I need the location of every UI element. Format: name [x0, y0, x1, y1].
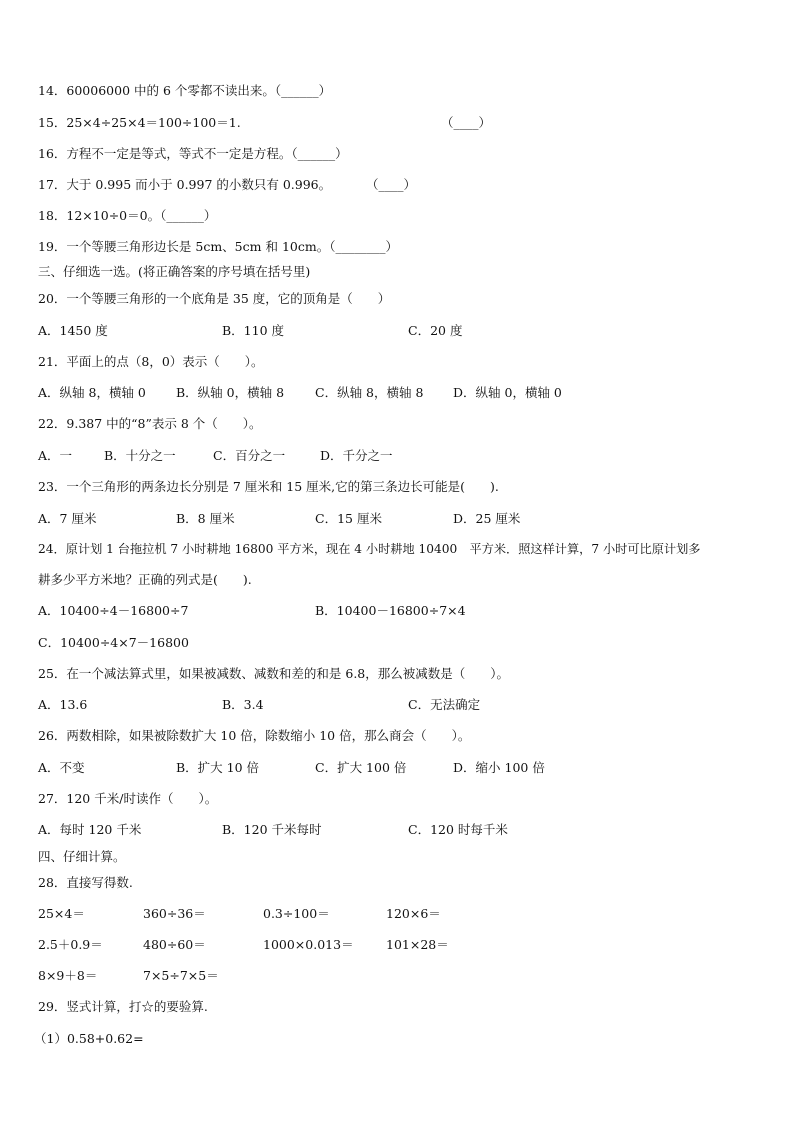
- question-23-option-d: D．25 厘米: [453, 511, 521, 526]
- calc-item: 120×6＝: [386, 906, 441, 921]
- question-28: 28．直接写得数.: [38, 875, 133, 890]
- question-29: 29．竖式计算，打☆的要验算.: [38, 999, 208, 1014]
- question-24-option-b: B．10400－16800÷7×4: [315, 603, 466, 618]
- calc-item: 25×4＝: [38, 906, 85, 921]
- calc-item: 360÷36＝: [143, 906, 206, 921]
- question-15: 15．25×4÷25×4＝100÷100＝1.: [38, 115, 241, 130]
- question-22-option-a: A．一: [38, 448, 73, 463]
- question-18: 18．12×10÷0＝0。（______）: [38, 208, 217, 223]
- question-16: 16．方程不一定是等式，等式不一定是方程。（______）: [38, 146, 348, 161]
- question-26-option-d: D．缩小 100 倍: [453, 760, 545, 775]
- question-22-option-c: C．百分之一: [213, 448, 286, 463]
- question-26-option-a: A．不变: [38, 760, 85, 775]
- question-23-option-a: A．7 厘米: [38, 511, 97, 526]
- calc-item: 8×9＋8＝: [38, 968, 98, 983]
- question-21: 21．平面上的点（8，0）表示（ ）。: [38, 354, 264, 369]
- question-23-option-b: B．8 厘米: [176, 511, 235, 526]
- question-25-option-a: A．13.6: [38, 697, 88, 712]
- question-27-option-c: C．120 时每千米: [408, 822, 508, 837]
- question-25-option-c: C．无法确定: [408, 697, 481, 712]
- question-27-option-a: A．每时 120 千米: [38, 822, 142, 837]
- question-29-item-1: （1）0.58+0.62=: [34, 1031, 144, 1046]
- question-23-option-c: C．15 厘米: [315, 511, 382, 526]
- question-21-option-c: C．纵轴 8，横轴 8: [315, 385, 424, 400]
- question-22: 22．9.387 中的“8”表示 8 个（ ）。: [38, 416, 262, 431]
- question-20-option-c: C．20 度: [408, 323, 463, 338]
- question-26: 26．两数相除，如果被除数扩大 10 倍，除数缩小 10 倍，那么商会（ ）。: [38, 728, 471, 743]
- question-24-option-a: A．10400÷4－16800÷7: [38, 603, 189, 618]
- section-4-heading: 四、仔细计算。: [38, 849, 126, 864]
- question-17: 17．大于 0.995 而小于 0.997 的小数只有 0.996。: [38, 177, 332, 192]
- question-24-line-2: 耕多少平方米地？正确的列式是( ).: [38, 572, 252, 587]
- calc-item: 101×28＝: [386, 937, 449, 952]
- question-27-option-b: B．120 千米每时: [222, 822, 322, 837]
- question-27: 27．120 千米/时读作（ ）。: [38, 791, 218, 806]
- calc-item: 7×5÷7×5＝: [143, 968, 219, 983]
- question-24-option-c: C．10400÷4×7－16800: [38, 635, 189, 650]
- calc-item: 1000×0.013＝: [263, 937, 354, 952]
- calc-item: 0.3÷100＝: [263, 906, 330, 921]
- question-20-option-b: B．110 度: [222, 323, 285, 338]
- question-17-answer-blank: （____）: [366, 177, 417, 192]
- question-25: 25．在一个减法算式里，如果被减数、减数和差的和是 6.8，那么被减数是（ ）。: [38, 666, 510, 681]
- question-26-option-c: C．扩大 100 倍: [315, 760, 407, 775]
- question-15-answer-blank: （____）: [441, 115, 492, 130]
- calc-item: 2.5＋0.9＝: [38, 937, 103, 952]
- question-22-option-d: D．千分之一: [320, 448, 393, 463]
- question-20-option-a: A．1450 度: [38, 323, 108, 338]
- question-20: 20．一个等腰三角形的一个底角是 35 度，它的顶角是（ ）: [38, 291, 391, 306]
- question-25-option-b: B．3.4: [222, 697, 264, 712]
- question-23: 23．一个三角形的两条边长分别是 7 厘米和 15 厘米,它的第三条边长可能是( ).: [38, 479, 499, 494]
- section-3-heading: 三、仔细选一选。(将正确答案的序号填在括号里): [38, 264, 311, 279]
- question-22-option-b: B．十分之一: [104, 448, 176, 463]
- question-21-option-b: B．纵轴 0，横轴 8: [176, 385, 285, 400]
- question-21-option-d: D．纵轴 0，横轴 0: [453, 385, 562, 400]
- question-26-option-b: B．扩大 10 倍: [176, 760, 260, 775]
- question-19: 19．一个等腰三角形边长是 5cm、5cm 和 10cm。（________）: [38, 239, 398, 254]
- question-14: 14．60006000 中的 6 个零都不读出来。（______）: [38, 83, 332, 98]
- calc-item: 480÷60＝: [143, 937, 206, 952]
- question-21-option-a: A．纵轴 8，横轴 0: [38, 385, 146, 400]
- question-24-line-1: 24．原计划 1 台拖拉机 7 小时耕地 16800 平方米，现在 4 小时耕地 10400 平方米．照这样计算，7 小时可比原计划多: [38, 542, 701, 556]
